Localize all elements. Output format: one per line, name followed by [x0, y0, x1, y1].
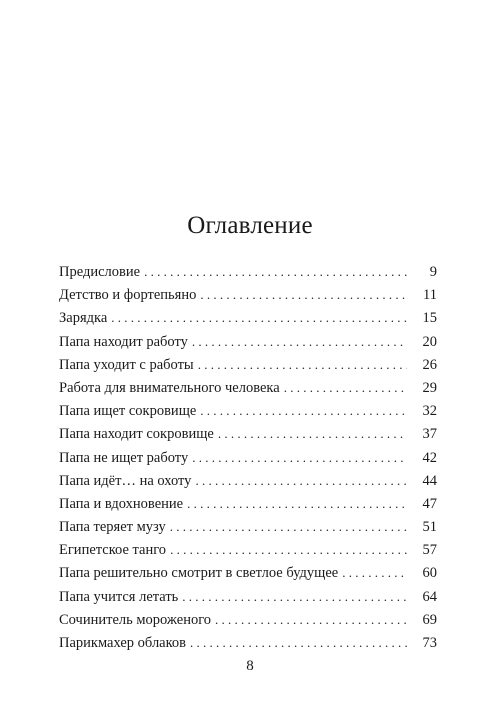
page-number: 8: [246, 658, 254, 674]
toc-entry-page: 64: [422, 588, 437, 605]
toc-entry: [59, 631, 437, 654]
toc-entry: [59, 492, 437, 515]
toc-entry: [59, 353, 437, 376]
toc-entry-page: 69: [422, 611, 437, 628]
dot-leader: [187, 492, 407, 515]
toc-entry-title: Парикмахер облаков: [59, 635, 187, 651]
toc-entry-page: 42: [422, 449, 437, 466]
dot-leader: [182, 585, 407, 608]
toc-list: [59, 260, 437, 654]
toc-entry-page: 9: [429, 264, 437, 280]
toc-entry-page: 20: [422, 333, 437, 350]
toc-entry: [59, 515, 437, 538]
toc-entry: [59, 330, 437, 353]
toc-entry: [59, 608, 437, 631]
toc-entry-title: Папа теряет музу: [59, 519, 166, 536]
toc-entry: [59, 446, 437, 469]
dot-leader: [200, 283, 407, 306]
toc-entry-title: Папа уходит с работы: [59, 356, 194, 373]
toc-entry-title: Папа находит работу: [59, 333, 188, 350]
toc-entry-title: Папа не ищет работу: [59, 449, 189, 466]
toc-title: Оглавление: [187, 212, 313, 239]
toc-entry-page: 60: [422, 565, 437, 582]
dot-leader: [284, 376, 407, 399]
toc-entry-page: 73: [422, 635, 437, 651]
toc-entry-page: 32: [422, 403, 437, 420]
toc-entry: [59, 561, 437, 584]
toc-entry-title: Папа находит сокровище: [59, 426, 214, 443]
dot-leader: [218, 422, 407, 445]
toc-entry-page: 26: [422, 356, 437, 373]
toc-entry-title: Предисловие: [59, 264, 141, 280]
toc-entry-title: Зарядка: [59, 310, 108, 327]
toc-entry-page: 37: [422, 426, 437, 443]
toc-entry-title: Папа и вдохновение: [59, 495, 184, 512]
toc-entry: [59, 469, 437, 492]
toc-entry: [59, 422, 437, 445]
toc-entry-title: Сочинитель мороженого: [59, 611, 212, 628]
dot-leader: [200, 399, 407, 422]
toc-entry-title: Папа идёт… на охоту: [59, 472, 192, 489]
toc-entry-title: Папа учится летать: [59, 588, 179, 605]
toc-entry: [59, 376, 437, 399]
toc-entry: [59, 399, 437, 422]
toc-entry: [59, 585, 437, 608]
dot-leader: [342, 561, 407, 584]
toc-entry-title: Папа ищет сокровище: [59, 403, 197, 420]
toc-entry-page: 44: [422, 472, 437, 489]
toc-entry-title: Работа для внимательного человека: [59, 379, 280, 396]
dot-leader: [111, 306, 407, 329]
toc-entry: [59, 283, 437, 306]
dot-leader: [192, 446, 407, 469]
toc-entry-title: Папа решительно смотрит в светлое будущее: [59, 565, 339, 582]
toc-entry-page: 51: [422, 519, 437, 536]
dot-leader: [198, 353, 407, 376]
dot-leader: [195, 469, 407, 492]
toc-entry-page: 47: [422, 495, 437, 512]
dot-leader: [144, 260, 407, 283]
toc-entry-title: Египетское танго: [59, 542, 167, 559]
dot-leader: [170, 515, 407, 538]
toc-entry-page: 57: [422, 542, 437, 559]
dot-leader: [190, 631, 407, 654]
dot-leader: [215, 608, 407, 631]
toc-entry-page: 29: [422, 379, 437, 396]
dot-leader: [192, 330, 407, 353]
toc-entry-page: 15: [422, 310, 437, 327]
toc-entry-title: Детство и фортепьяно: [59, 287, 197, 304]
toc-entry: [59, 260, 437, 283]
toc-entry: [59, 538, 437, 561]
toc-entry-page: 11: [423, 287, 437, 304]
dot-leader: [170, 538, 407, 561]
toc-entry: [59, 306, 437, 329]
